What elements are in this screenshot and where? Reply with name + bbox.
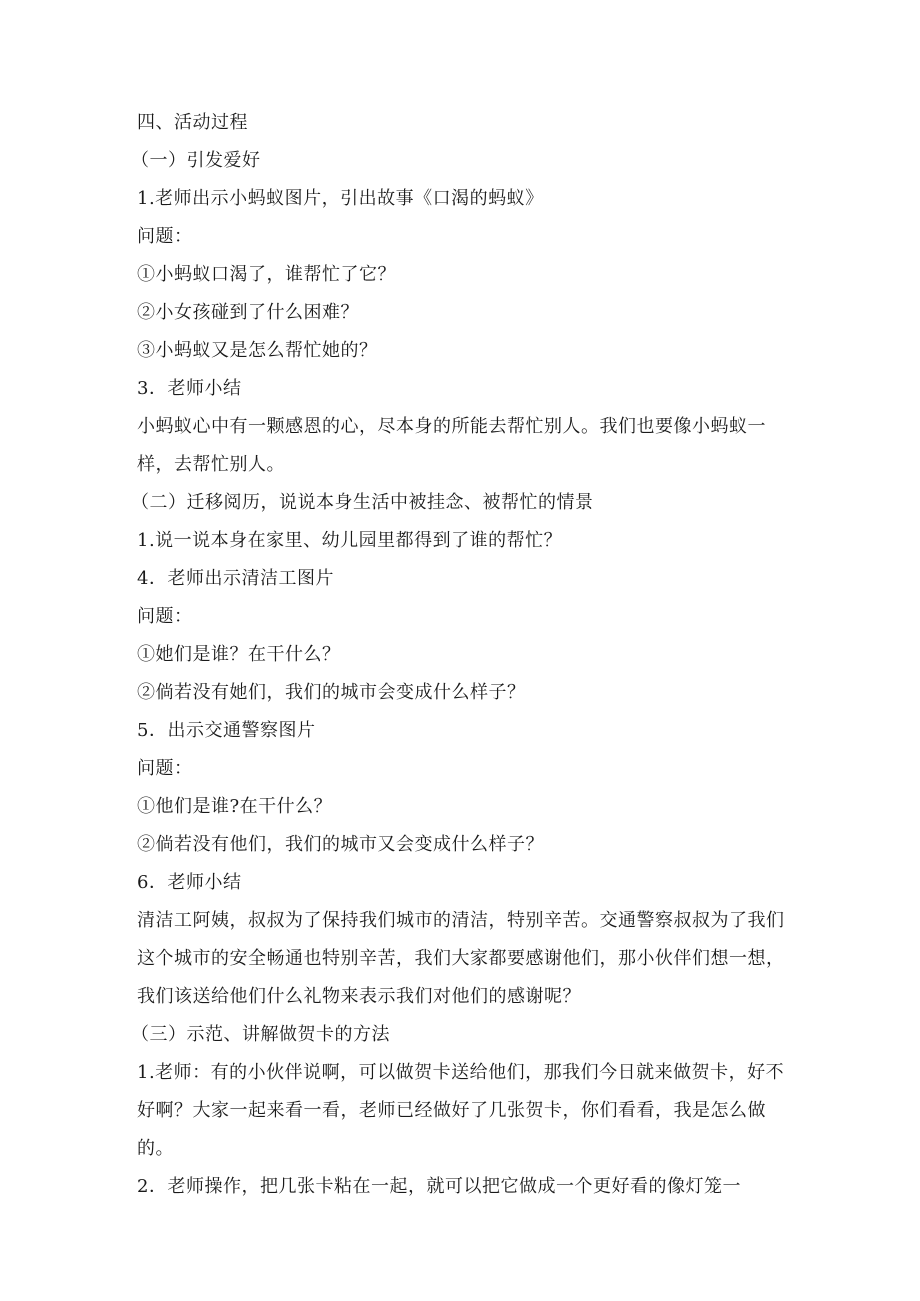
section-3-last-line: 2．老师操作，把几张卡粘在一起，就可以把它做成一个更好看的像灯笼一: [137, 1176, 741, 1197]
section-2-line: 问题：: [137, 758, 193, 779]
section-2-title: （二）迁移阅历，说说本身生活中被挂念、被帮忙的情景: [131, 492, 594, 513]
section-2-line: 6．老师小结: [137, 872, 242, 893]
section-2-line: 5．出示交通警察图片: [137, 720, 316, 741]
section-1-line: ①小蚂蚁口渴了，谁帮忙了它？: [137, 264, 396, 285]
section-1-title: （一）引发爱好: [131, 150, 261, 171]
section-3-paragraph: 1.老师：有的小伙伴说啊，可以做贺卡送给他们，那我们今日就来做贺卡，好不好啊？大家一起来看一看，老师已经做好了几张贺卡，你们看看，我是怎么做的。: [137, 1062, 785, 1159]
section-1-line: ③小蚂蚁又是怎么帮忙她的？: [137, 340, 378, 361]
section-1-paragraph: 小蚂蚁心中有一颗感恩的心，尽本身的所能去帮忙别人。我们也要像小蚂蚁一样，去帮忙别人。: [137, 416, 766, 475]
activity-heading: 四、活动过程: [137, 112, 248, 133]
section-2-line: 1.说一说本身在家里、幼儿园里都得到了谁的帮忙？: [137, 530, 563, 551]
section-2-line: ①他们是谁?在干什么？: [137, 796, 333, 817]
section-2-line: ②倘若没有她们，我们的城市会变成什么样子？: [137, 682, 526, 703]
section-3-title: （三）示范、讲解做贺卡的方法: [131, 1024, 390, 1045]
section-1-line: 问题：: [137, 226, 193, 247]
section-1-line: 1.老师出示小蚂蚁图片，引出故事《口渴的蚂蚁》: [137, 188, 544, 209]
document-body: [131, 104, 797, 1206]
section-2-paragraph: 清洁工阿姨，叔叔为了保持我们城市的清洁，特别辛苦。交通警察叔叔为了我们这个城市的安全畅通也特别辛苦，我们大家都要感谢他们，那小伙伴们想一想，我们该送给他们什么礼物来表示我们对他们的感谢呢？: [137, 910, 785, 1007]
section-2-line: 问题：: [137, 606, 193, 627]
section-2-line: ①她们是谁？在干什么？: [137, 644, 341, 665]
section-1-line: ②小女孩碰到了什么困难？: [137, 302, 359, 323]
section-2-line: ②倘若没有他们，我们的城市又会变成什么样子？: [137, 834, 544, 855]
section-1-line: 3．老师小结: [137, 378, 242, 399]
section-2-line: 4．老师出示清洁工图片: [137, 568, 334, 589]
